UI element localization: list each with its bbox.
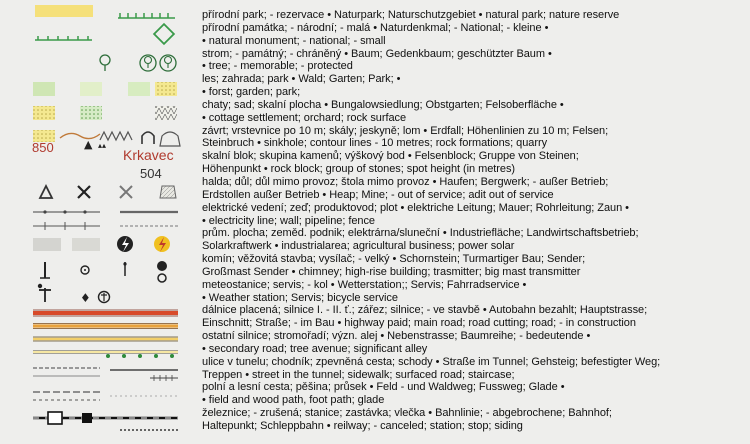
legend-line: • field and wood path, foot path; glade — [202, 394, 385, 407]
agricultural-business-swatch — [72, 238, 100, 251]
adit-out-of-service-icon — [160, 186, 176, 198]
legend-line: • cottage settlement; orchard; rock surface — [202, 111, 407, 124]
high-rise-building-icon — [81, 266, 89, 274]
main-road-icon — [33, 324, 178, 329]
legend-line: chaty; sad; skalní plocha • Bungalowsiedlung; Obstgarten; Felsoberfläche • — [202, 98, 564, 111]
staircase-icon — [150, 375, 178, 381]
tree-icon — [100, 55, 110, 71]
transmitter-icon — [123, 262, 126, 276]
park-swatch — [128, 82, 150, 96]
legend-line: Großmast Sender • chimney; high-rise building; trasmitter; big mast transmitter — [202, 265, 581, 278]
legend-line: ostatní silnice; stromořadí; význ. alej • Nebenstrasse; Baumreihe; - bedeutende • — [202, 330, 591, 343]
legend-line: Erdstollen außer Betrieb • Heap; Mine; - out of service; adit out of service — [202, 188, 554, 201]
legend-line: dálnice placená; silnice I. - II. ť.; zářez; silnice; - ve stavbě • Autobahn bezahlt; Hauptstrasse; — [202, 304, 648, 317]
legend-text-column — [202, 9, 748, 433]
legend-line: Höhenpunkt • rock block; group of stones; spot height (in metres) — [202, 163, 516, 176]
mine-icon — [78, 186, 90, 198]
spot-height-504: 504 — [140, 166, 162, 181]
quarry-icon — [160, 132, 180, 146]
cottage-settlement-swatch — [33, 106, 55, 120]
legend-line: les; zahrada; park • Wald; Garten; Park; • — [202, 73, 401, 86]
legend-line: Einschnitt; Straße; - im Bau • highway paid; main road; road cutting; road; - in construction — [202, 317, 636, 330]
natural-park-swatch — [35, 5, 93, 17]
legend-line: strom; - památný; - chráněný • Baum; Gedenkbaum; geschützter Baum • — [202, 47, 552, 60]
group-of-stones-icon: ▴▴ — [98, 141, 107, 150]
legend-line: Treppen • street in the tunnel; sidewalk; surfaced road; staircase; — [202, 368, 515, 381]
paid-highway-icon — [33, 310, 178, 316]
garden-swatch — [80, 82, 102, 96]
service-icon: ♦ — [80, 291, 91, 305]
heap-icon — [40, 186, 52, 198]
weather-station-icon — [38, 284, 51, 302]
park-swatch-2 — [155, 82, 177, 96]
rock-name-label: Krkavec — [123, 147, 174, 163]
tree-avenue-icon — [106, 354, 174, 358]
nature-reserve-border-icon — [118, 13, 175, 18]
legend-line: meteostanice; servis; - kol • Wetterstation;; Servis; Fahrradservice • — [202, 278, 527, 291]
legend-line: Haltepunkt; Schleppbahn • reilway; - canceled; station; stop; siding — [202, 420, 523, 432]
legend-line: komín; věžovitá stavba; vysílač; - velký • Schornstein; Turmartiger Bau; Sender; — [202, 253, 586, 266]
big-mast-transmitter-icon — [157, 261, 167, 282]
contour-line-icon — [60, 133, 100, 138]
natural-monument-diamond-icon — [154, 24, 174, 44]
legend-line: ulice v tunelu; chodník; zpevněná cesta; schody • Straße im Tunnel; Gehsteig; befestigter Weg; — [202, 355, 661, 368]
railway-stop-icon — [82, 413, 92, 423]
legend-line: • tree; - memorable; - protected — [202, 60, 353, 73]
legend-line: Steinbruch • sinkhole; contour lines - 10 metres; rock formations; quarry — [202, 137, 548, 150]
industrial-area-swatch — [33, 238, 61, 251]
legend-line: přírodní park; - rezervace • Naturpark; Naturschutzgebiet • natural park; nature reserve — [202, 9, 620, 21]
legend-symbols-column — [0, 0, 200, 444]
legend-line: • electricity line; wall; pipeline; fence — [202, 214, 375, 227]
rock-surface-swatch — [155, 106, 177, 120]
protected-tree-icon — [160, 55, 176, 71]
bicycle-service-icon — [99, 292, 110, 303]
legend-line: skalní blok; skupina kamenů; výškový bod • Felsenblock; Gruppe von Steinen; — [202, 150, 579, 163]
forest-swatch — [33, 82, 55, 96]
cave-icon — [142, 132, 154, 144]
natural-monument-border-icon — [35, 36, 92, 40]
legend-line: • secondary road; tree avenue; significant alley — [202, 342, 428, 355]
legend-line: prům. plocha; zeměd. podnik; elektrárna/sluneční • Industriefläche; Landwirtschaftsbetrieb; — [202, 227, 639, 240]
rock-formation-icon — [100, 132, 132, 140]
spot-height-850: 850 — [32, 140, 54, 155]
memorable-tree-icon — [140, 55, 156, 71]
rock-block-icon: ▲ — [84, 138, 93, 151]
secondary-road-icon — [33, 351, 178, 354]
legend-line: přírodní památka; - národní; - malá • Naturdenkmal; - National; - kleine • — [202, 21, 549, 34]
legend-line: • natural monument; - national; - small — [202, 34, 386, 47]
legend-line: • forst; garden; park; — [202, 86, 301, 99]
solar-power-icon — [154, 236, 170, 252]
chimney-icon — [40, 262, 50, 278]
electricity-line-icon — [33, 210, 100, 213]
legend-line: halda; důl; důl mimo provoz; štola mimo provoz • Haufen; Bergwerk; - außer Betrieb; — [202, 175, 609, 188]
legend-line: elektrické vedení; zeď; produktovod; plot • elektriche Leitung; Mauer; Rohrleitung; Zaun • — [202, 201, 629, 214]
legend-line: polní a lesní cesta; pěšina; průsek • Feld - und Waldweg; Fussweg; Glade • — [202, 381, 565, 394]
orchard-swatch — [80, 106, 102, 120]
mine-out-of-service-icon — [120, 186, 132, 198]
road-cutting-icon — [33, 337, 178, 341]
legend-line: • Weather station; Servis; bicycle service — [202, 291, 398, 304]
legend-line: Solarkraftwerk • industrialarea; agricultural business; power solar — [202, 240, 515, 253]
railway-station-icon — [48, 412, 62, 424]
legend-line: železnice; - zrušená; stanice; zastávka; vlečka • Bahnlinie; - abgebrochene; Bahnhof; — [202, 407, 612, 420]
legend-line: závrt; vrstevnice po 10 m; skály; jeskyně; lom • Erdfall; Höhenlinien zu 10 m; Felsen; — [202, 124, 609, 137]
power-plant-icon — [117, 236, 133, 252]
pipeline-icon — [33, 222, 100, 230]
